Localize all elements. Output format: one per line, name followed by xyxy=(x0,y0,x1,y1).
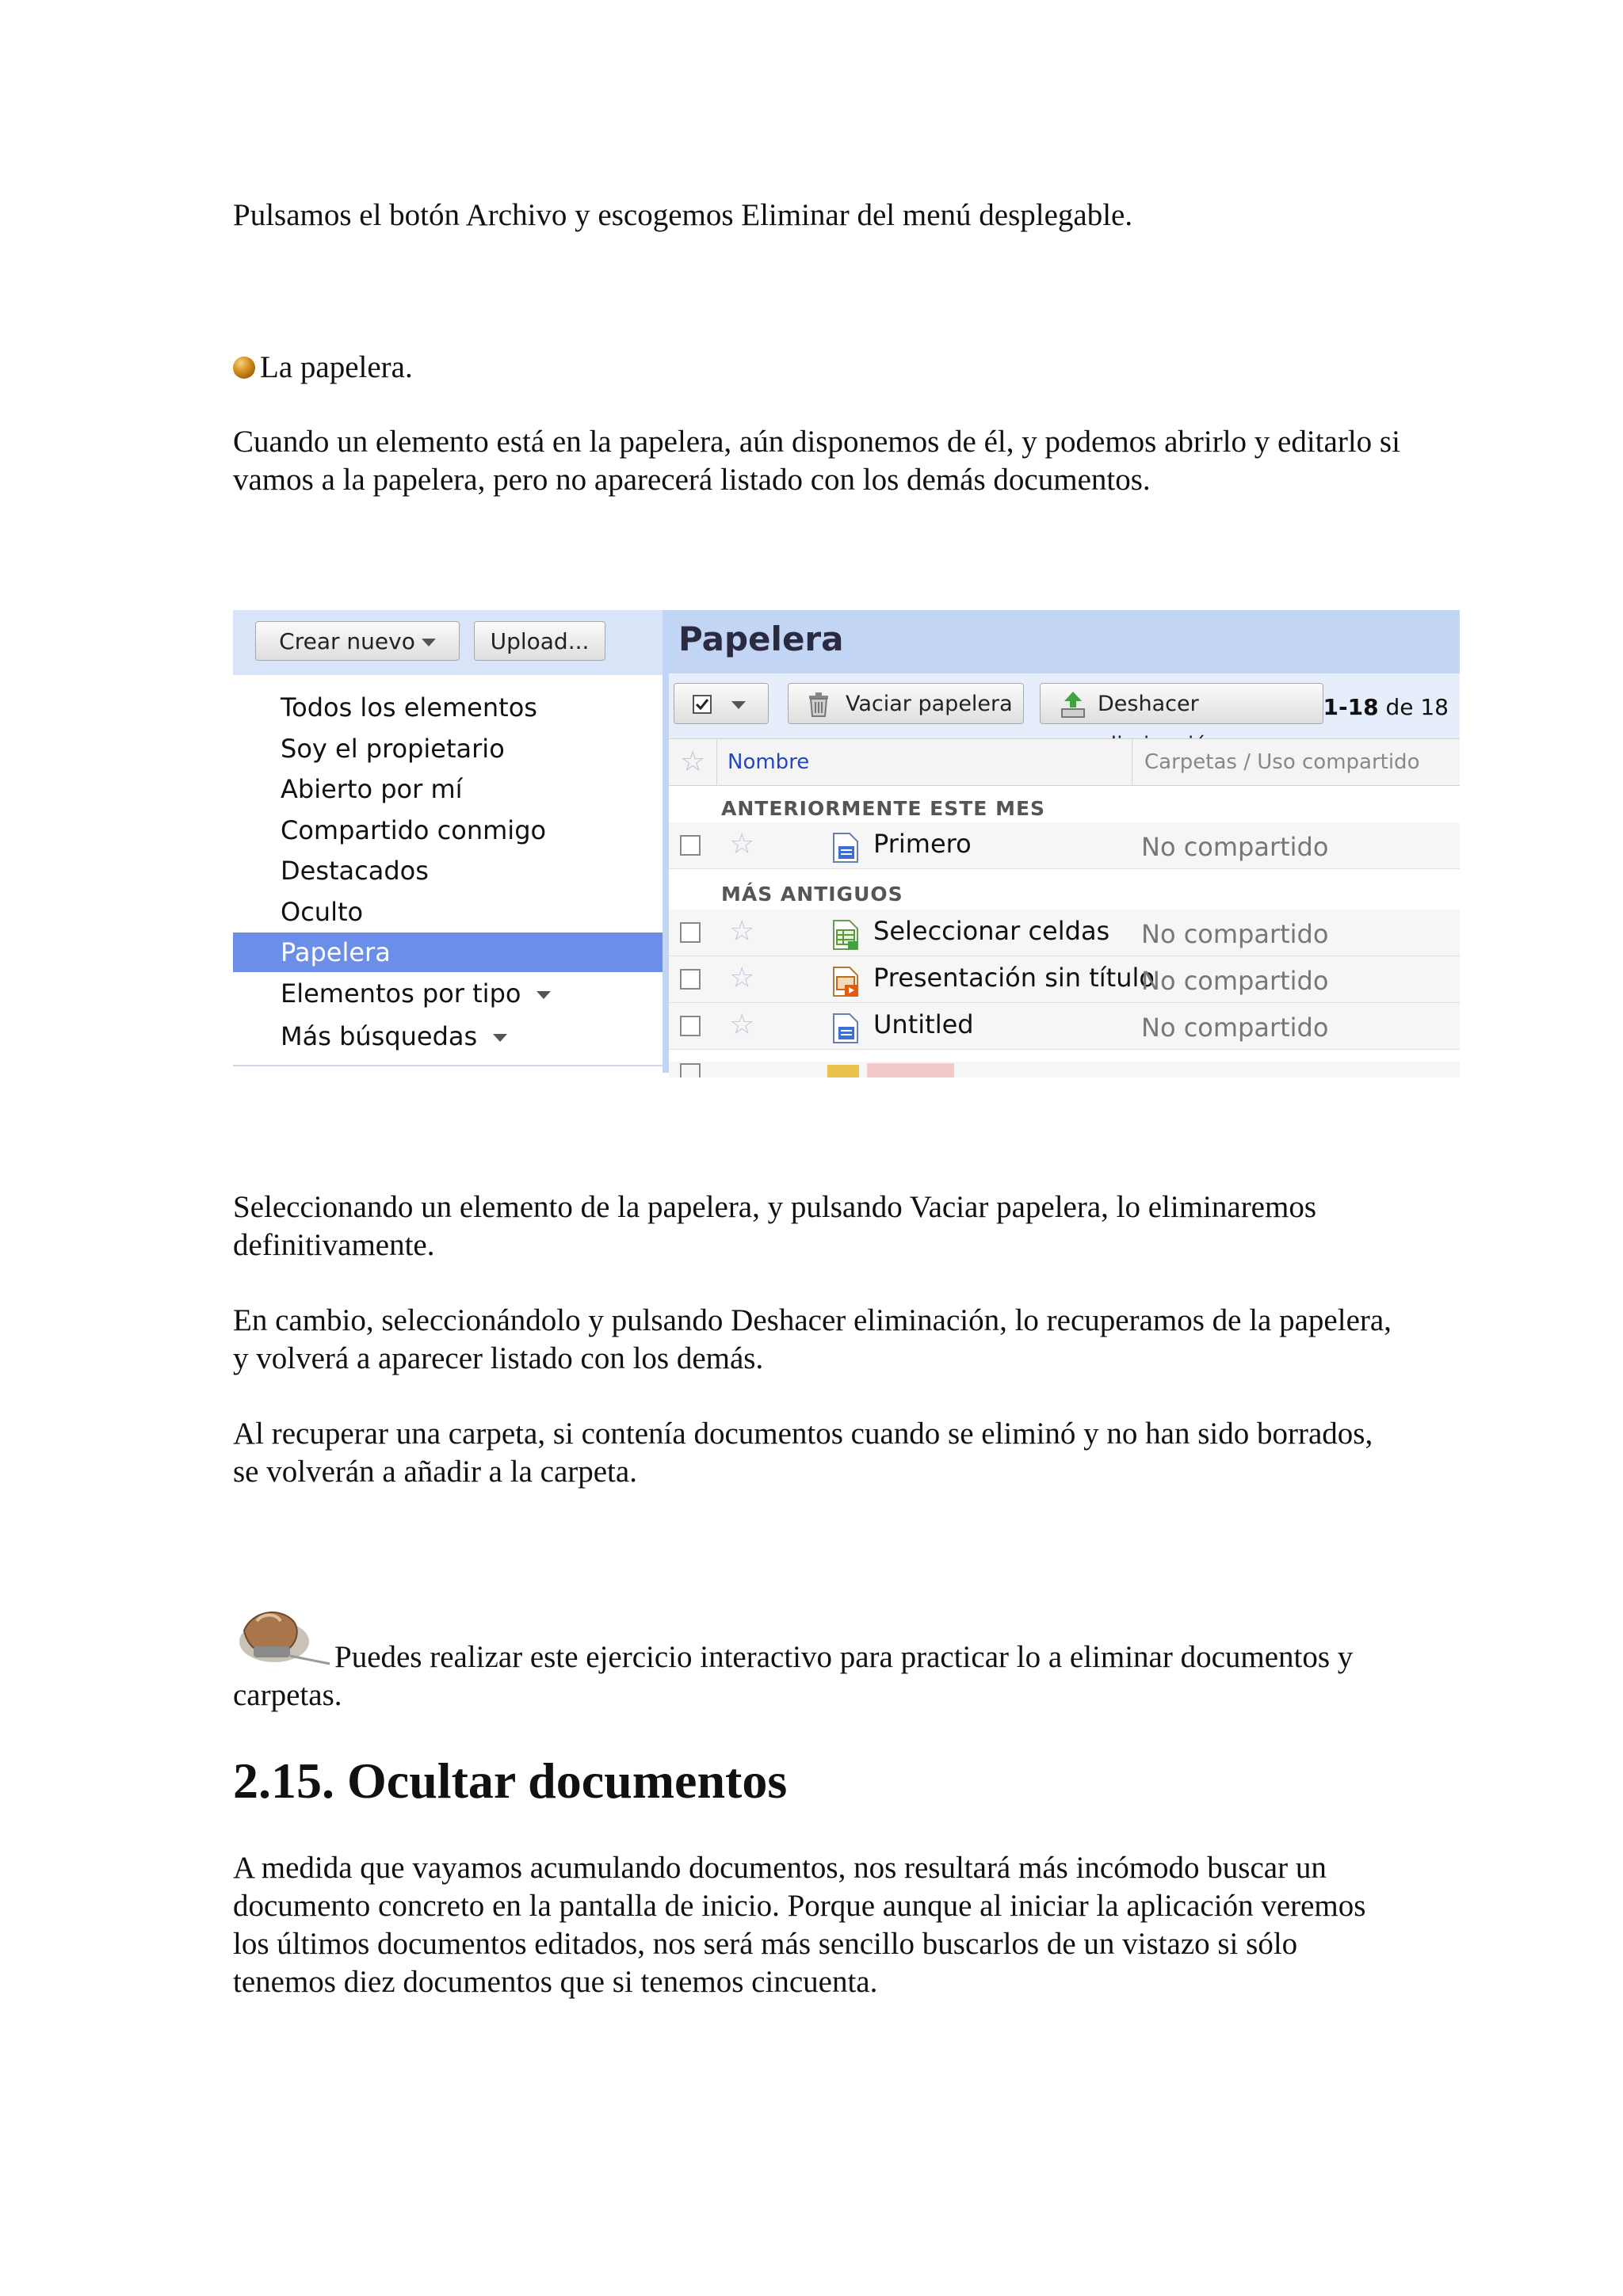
sidebar-item-hidden[interactable]: Oculto xyxy=(281,897,364,927)
star-icon[interactable]: ☆ xyxy=(729,915,755,948)
paragraph-hide-documents: A medida que vayamos acumulando documentos, nos resultará más incómodo buscar un documento concreto en la pantalla de inicio. Porque aunque al iniciar la aplicación veremos los últimos documentos editados, nos será más sencillo buscarlos de un vistazo si sólo tenemos diez documentos que si tenemos cincuenta. xyxy=(233,1851,1366,1999)
page-title: Papelera xyxy=(678,620,844,658)
table-row[interactable] xyxy=(669,822,1460,869)
row-name[interactable]: Seleccionar celdas xyxy=(873,916,1110,946)
bullet-heading-text: La papelera. xyxy=(260,350,413,384)
sidebar-item-by-type[interactable] xyxy=(233,974,663,1013)
row-checkbox[interactable] xyxy=(680,969,701,990)
row-share: No compartido xyxy=(1141,966,1329,996)
paragraph-papelera: Cuando un elemento está en la papelera, aún disponemos de él, y podemos abrirlo y editarlo si vamos a la papelera, pero no aparecerá listado con los demás documentos. xyxy=(233,425,1400,497)
chevron-down-icon xyxy=(537,991,551,999)
folder-icon xyxy=(827,1065,859,1077)
folder-label-highlight xyxy=(867,1063,954,1077)
star-icon[interactable]: ☆ xyxy=(680,746,706,778)
section-title: 2.15. Ocultar documentos xyxy=(233,1753,788,1809)
sidebar-item-owned[interactable]: Soy el propietario xyxy=(281,734,505,764)
cut-off-row xyxy=(669,1062,1460,1077)
row-name[interactable]: Untitled xyxy=(873,1009,974,1039)
row-name[interactable]: Presentación sin título xyxy=(873,963,1155,993)
trash-screenshot xyxy=(233,610,1460,1073)
column-folders-header[interactable]: Carpetas / Uso compartido xyxy=(1144,750,1420,774)
create-new-label: Crear nuevo xyxy=(279,628,415,654)
sidebar-divider xyxy=(233,1065,663,1066)
item-count xyxy=(1323,694,1449,720)
table-row[interactable] xyxy=(669,956,1460,1003)
chevron-down-icon xyxy=(493,1034,507,1042)
trash-toolbar xyxy=(669,673,1460,738)
sidebar-item-opened[interactable]: Abierto por mí xyxy=(281,774,463,804)
paragraph-empty-trash: Seleccionando un elemento de la papelera, y pulsando Vaciar papelera, lo eliminaremos definitivamente. xyxy=(233,1190,1316,1262)
column-header xyxy=(669,738,1460,786)
star-icon[interactable]: ☆ xyxy=(729,962,755,994)
column-divider xyxy=(716,739,717,785)
row-name[interactable]: Primero xyxy=(873,829,972,859)
document-icon xyxy=(832,832,859,864)
sidebar xyxy=(233,610,663,1073)
spreadsheet-icon xyxy=(832,919,859,951)
restore-icon xyxy=(1060,690,1086,719)
main-panel xyxy=(663,610,1460,1073)
bullet-ball-icon xyxy=(233,357,255,379)
presentation-icon xyxy=(832,966,859,997)
column-name-header[interactable]: Nombre xyxy=(727,750,810,774)
select-menu-button[interactable] xyxy=(674,683,769,724)
sidebar-item-all[interactable]: Todos los elementos xyxy=(281,692,537,723)
upload-button[interactable]: Upload... xyxy=(474,621,605,661)
paragraph-restore-folder: Al recuperar una carpeta, si contenía documentos cuando se eliminó y no han sido borrados, se volverán a añadir a la carpeta. xyxy=(233,1417,1373,1489)
chevron-down-icon xyxy=(422,639,436,646)
sidebar-item-starred[interactable]: Destacados xyxy=(281,856,429,886)
sidebar-item-shared[interactable]: Compartido conmigo xyxy=(281,815,547,845)
row-checkbox[interactable] xyxy=(680,835,701,856)
trash-can-icon xyxy=(806,691,831,718)
item-count-range: 1-18 xyxy=(1323,694,1379,720)
star-icon[interactable]: ☆ xyxy=(729,828,755,860)
section-older: MÁS ANTIGUOS xyxy=(721,883,903,906)
empty-trash-button[interactable] xyxy=(788,683,1024,724)
sidebar-item-more-searches-label: Más búsquedas xyxy=(281,1021,478,1051)
item-count-total: de 18 xyxy=(1385,694,1449,720)
bullet-heading xyxy=(233,349,1406,387)
section-this-month: ANTERIORMENTE ESTE MES xyxy=(721,797,1046,820)
chevron-down-icon xyxy=(731,701,746,709)
sidebar-item-trash[interactable]: Papelera xyxy=(233,933,663,972)
star-icon[interactable]: ☆ xyxy=(729,1009,755,1041)
checkbox-check-icon xyxy=(692,694,712,715)
paragraph-intro: Pulsamos el botón Archivo y escogemos Eliminar del menú desplegable. xyxy=(233,198,1133,232)
table-row[interactable] xyxy=(669,1003,1460,1050)
row-share: No compartido xyxy=(1141,1013,1329,1043)
document-icon xyxy=(832,1013,859,1044)
undo-delete-button[interactable] xyxy=(1040,683,1323,724)
create-new-button[interactable] xyxy=(255,621,460,661)
sidebar-item-more-searches[interactable] xyxy=(233,1016,663,1056)
row-checkbox xyxy=(680,1063,701,1077)
sidebar-toolbar xyxy=(233,610,663,675)
row-checkbox[interactable] xyxy=(680,922,701,943)
sidebar-item-by-type-label: Elementos por tipo xyxy=(281,978,521,1009)
table-row[interactable] xyxy=(669,910,1460,956)
main-header xyxy=(669,610,1460,673)
row-share: No compartido xyxy=(1141,919,1329,949)
paragraph-undo: En cambio, seleccionándolo y pulsando Deshacer eliminación, lo recuperamos de la papelera, y volverá a aparecer listado con los demás. xyxy=(233,1303,1392,1375)
empty-trash-label: Vaciar papelera xyxy=(846,692,1013,716)
undo-delete-label: Deshacer xyxy=(1098,692,1199,716)
paragraph-exercise: Puedes realizar este ejercicio interactivo para practicar lo a eliminar documentos y carpetas. xyxy=(233,1640,1354,1712)
row-checkbox[interactable] xyxy=(680,1016,701,1036)
row-share: No compartido xyxy=(1141,832,1329,862)
